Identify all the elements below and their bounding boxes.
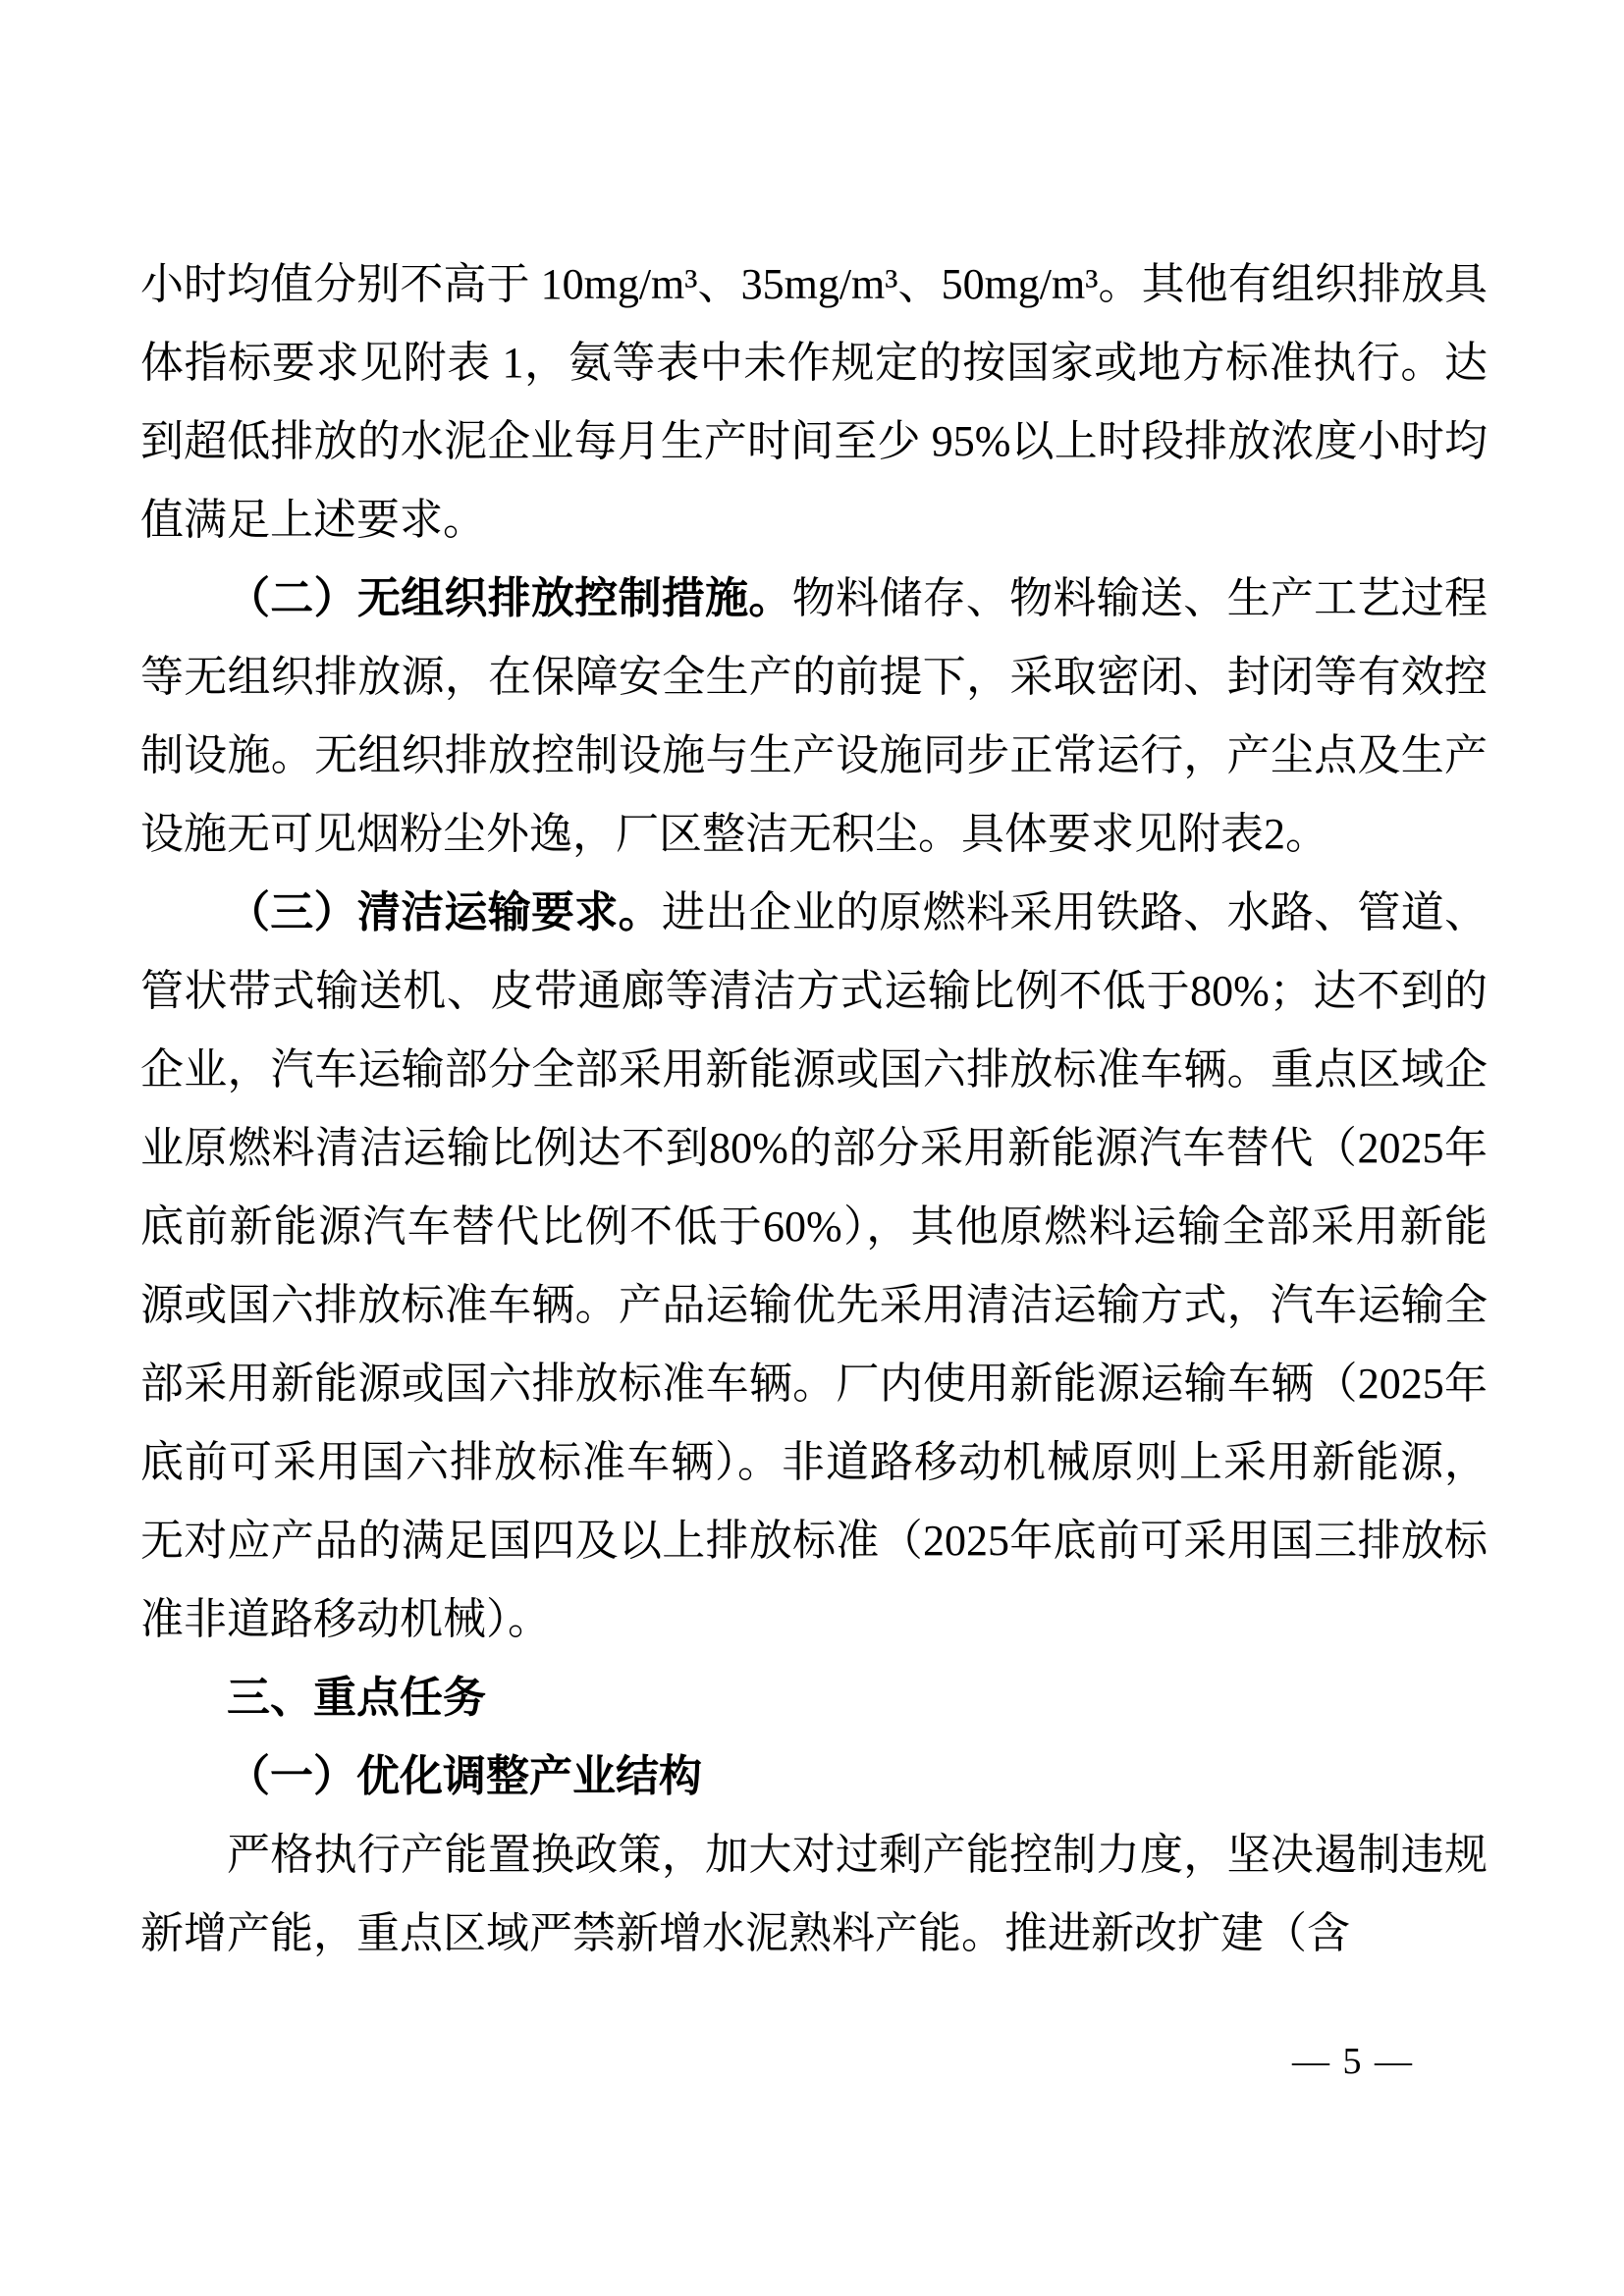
- page-footer: [1292, 2034, 1414, 2089]
- paragraph-text: 严格执行产能置换政策，加大对过剩产能控制力度，坚决遏制违规新增产能，重点区域严禁新增水泥熟料产能。推进新改扩建（含: [140, 1831, 1488, 1957]
- paragraph-capacity-replacement: [140, 1816, 1488, 1973]
- subsection-heading-optimize-industry-structure: （一）优化调整产业结构: [227, 1752, 702, 1800]
- paragraph-fugitive-emission-control: [140, 560, 1488, 874]
- section-heading-key-tasks: 三、重点任务: [227, 1674, 486, 1722]
- document-content: [140, 245, 1488, 1973]
- paragraph-text: 小时均值分别不高于 10mg/m³、35mg/m³、50mg/m³。其他有组织排放具体指标要求见附表 1，氨等表中未作规定的按国家或地方标准执行。达到超低排放的水泥企业每月生产时间至少 95%以上时段排放浓度小时均值满足上述要求。: [140, 260, 1489, 544]
- paragraph-emission-limits-continued: [140, 245, 1488, 560]
- paragraph-text: 进出企业的原燃料采用铁路、水路、管道、管状带式输送机、皮带通廊等清洁方式运输比例不低于80%；达不到的企业，汽车运输部分全部采用新能源或国六排放标准车辆。重点区域企业原燃料清洁运输比例达不到80%的部分采用新能源汽车替代（2025年底前新能源汽车替代比例不低于60%），其他原燃料运输全部采用新能源或国六排放标准车辆。产品运输优先采用清洁运输方式，汽车运输全部采用新能源或国六排放标准车辆。厂内使用新能源运输车辆（2025年底前可采用国六排放标准车辆）。非道路移动机械原则上采用新能源，无对应产品的满足国四及以上排放标准（2025年底前可采用国三排放标准非道路移动机械）。: [140, 888, 1489, 1643]
- paragraph-text: 物料储存、物料输送、生产工艺过程等无组织排放源，在保障安全生产的前提下，采取密闭、封闭等有效控制设施。无组织排放控制设施与生产设施同步正常运行，产尘点及生产设施无可见烟粉尘外逸，厂区整洁无积尘。具体要求见附表2。: [140, 574, 1489, 858]
- paragraph-clean-transport-requirements: [140, 874, 1488, 1659]
- paragraph-bold-lead: （三）清洁运输要求。: [227, 888, 662, 936]
- paragraph-bold-lead: （二）无组织排放控制措施。: [227, 574, 792, 622]
- page-number: — 5 —: [1292, 2041, 1414, 2082]
